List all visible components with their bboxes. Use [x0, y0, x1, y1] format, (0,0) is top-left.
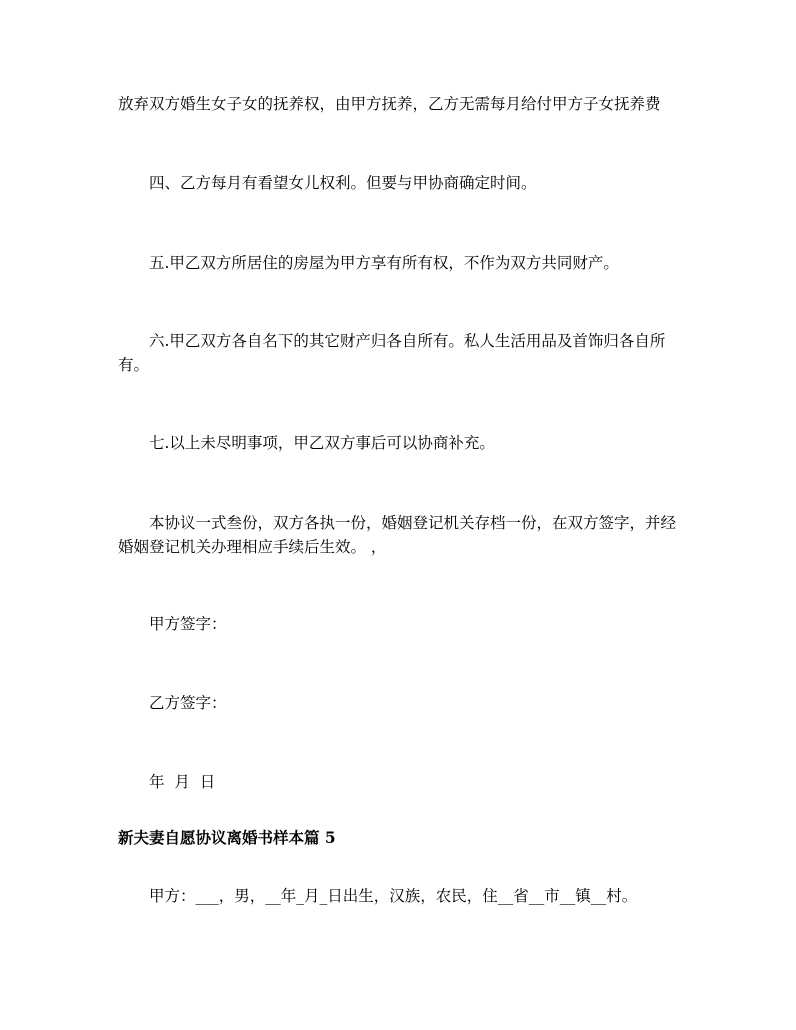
party-a-signature: 甲方签字：: [149, 615, 227, 633]
paragraph-visitation: 四、乙方每月有看望女儿权利。但要与甲协商确定时间。: [149, 174, 537, 192]
paragraph-property: 六.甲乙双方各自名下的其它财产归各自所有。私人生活用品及首饰归各自所有。: [118, 332, 666, 374]
paragraph-house: 五.甲乙双方所居住的房屋为甲方享有所有权，不作为双方共同财产。: [149, 254, 619, 272]
paragraph-copies: 本协议一式叁份，双方各执一份，婚姻登记机关存档一份，在双方签字，并经婚姻登记机关办理相应手续后生效。 ，: [118, 514, 677, 556]
section-heading: 新夫妻自愿协议离婚书样本篇 5: [118, 828, 336, 847]
paragraph-custody: 放弃双方婚生女子女的抚养权，由甲方抚养，乙方无需每月给付甲方子女抚养费: [118, 95, 661, 113]
party-b-signature: 乙方签字：: [149, 694, 227, 712]
date-line: 年 月 日: [149, 773, 216, 791]
paragraph-party-a-info: 甲方：___，男，__年_月_日出生，汉族，农民，住__省__市__镇__村。: [149, 887, 638, 905]
paragraph-supplement: 七.以上未尽明事项，甲乙双方事后可以协商补充。: [149, 434, 495, 452]
